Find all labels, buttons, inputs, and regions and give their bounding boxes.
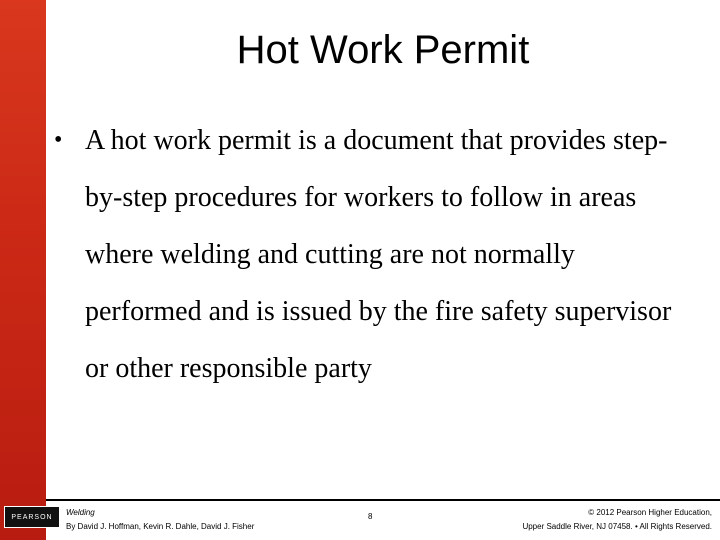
slide-title: Hot Work Permit (236, 28, 530, 72)
side-accent-bar (0, 0, 46, 540)
bullet-list (54, 112, 694, 397)
bullet-text: A hot work permit is a document that provides step-by-step procedures for workers to follow in areas where welding and cutting are not normally performed and is issued by the fire safety supervisor or other responsible party (85, 125, 672, 384)
copyright-line-2: Upper Saddle River, NJ 07458. • All Rights Reserved. (522, 522, 712, 531)
bullet-icon: • (54, 127, 63, 153)
footer-divider (46, 499, 720, 501)
footer-book-info (66, 506, 254, 534)
book-authors: By David J. Hoffman, Kevin R. Dahle, David J. Fisher (66, 522, 255, 531)
book-title: Welding (66, 508, 95, 517)
footer-copyright (522, 506, 712, 534)
page-number: 8 (368, 512, 373, 521)
copyright-line-1: © 2012 Pearson Higher Education, (588, 508, 712, 517)
pearson-logo: PEARSON (4, 506, 60, 528)
